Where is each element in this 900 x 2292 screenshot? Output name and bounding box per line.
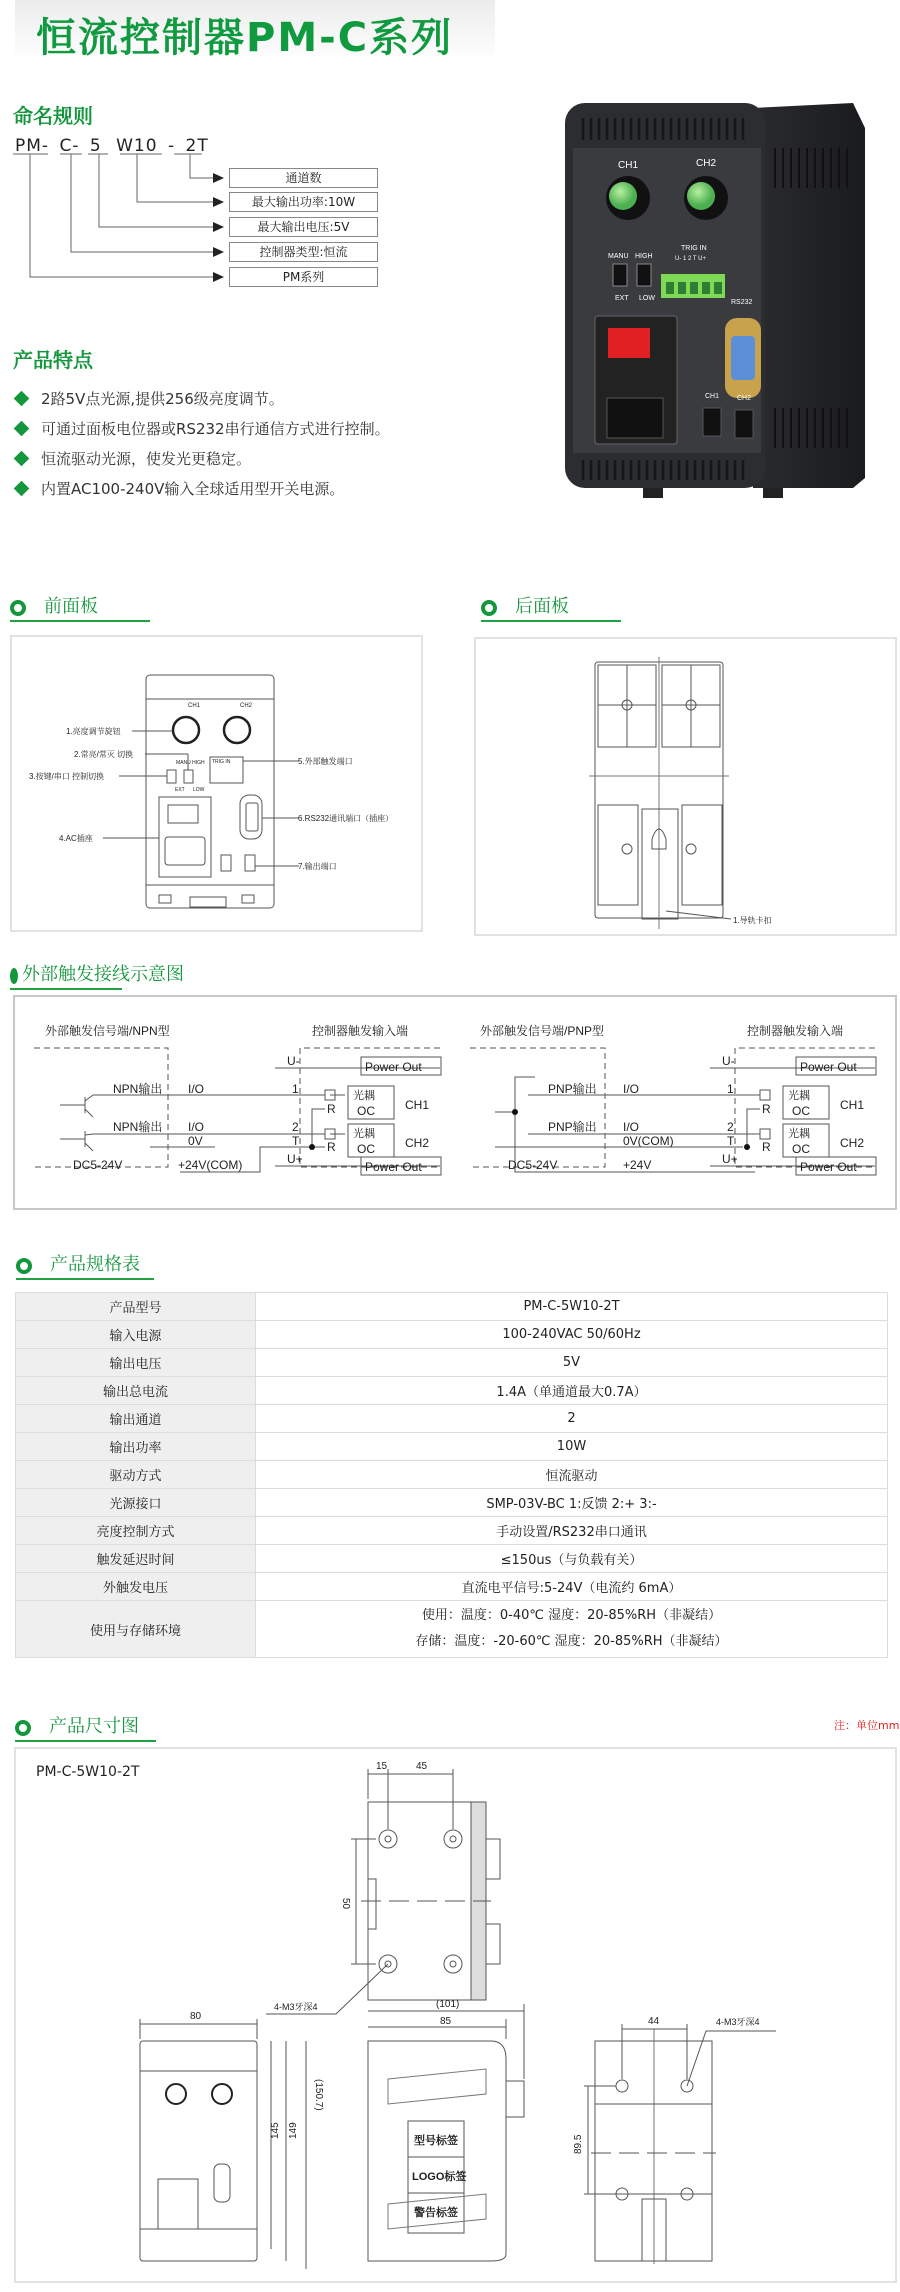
diamond-bullet-icon bbox=[14, 481, 30, 497]
unit-note: 注：单位mm bbox=[834, 1719, 900, 1732]
svg-text:145: 145 bbox=[270, 2122, 281, 2139]
svg-text:TRIG IN: TRIG IN bbox=[681, 245, 707, 252]
svg-text:OC: OC bbox=[792, 1142, 810, 1156]
svg-text:MANU: MANU bbox=[608, 253, 629, 260]
diamond-bullet-icon bbox=[14, 421, 30, 437]
front-view-drawing bbox=[140, 2019, 306, 2269]
table-row: 光源接口 SMP-03V-BC 1:反馈 2:+ 3:- bbox=[16, 1489, 888, 1517]
svg-text:EXT: EXT bbox=[175, 787, 185, 793]
dimensions-frame bbox=[14, 1747, 897, 2283]
svg-text:警告标签: 警告标签 bbox=[414, 2207, 458, 2219]
table-row: 驱动方式 恒流驱动 bbox=[16, 1461, 888, 1489]
front-panel-heading: 前面板 bbox=[10, 596, 150, 622]
svg-text:LOGO标签: LOGO标签 bbox=[412, 2171, 467, 2183]
svg-text:U- 1 2 T U+: U- 1 2 T U+ bbox=[675, 256, 706, 262]
svg-text:Power Out: Power Out bbox=[800, 1060, 857, 1074]
rear-panel-frame bbox=[474, 637, 897, 936]
callout-trigger-port: 5.外部触发端口 bbox=[298, 757, 353, 766]
code-part-voltage: 5 bbox=[89, 136, 102, 156]
table-row: 触发延迟时间 ≤150us（与负载有关） bbox=[16, 1545, 888, 1573]
svg-text:光耦: 光耦 bbox=[788, 1128, 810, 1140]
rule-channels: 通道数 bbox=[229, 168, 378, 188]
code-part-c: C- bbox=[59, 136, 80, 156]
table-row: 外触发电压 直流电平信号:5-24V（电流约 6mA） bbox=[16, 1573, 888, 1601]
table-row: 输出电压 5V bbox=[16, 1349, 888, 1377]
svg-text:2: 2 bbox=[727, 1120, 734, 1134]
svg-text:LOW: LOW bbox=[193, 787, 205, 793]
circle-bullet-icon bbox=[481, 600, 497, 616]
svg-text:2: 2 bbox=[292, 1120, 299, 1134]
table-row: 使用与存储环境 使用：温度：0-40℃ 湿度：20-85%RH（非凝结） 存储：温度：-20-60℃ 湿度：20-85%RH（非凝结） bbox=[16, 1601, 888, 1658]
wiring-diagram-frame bbox=[13, 995, 897, 1210]
svg-text:R: R bbox=[327, 1140, 336, 1154]
svg-text:+24V: +24V bbox=[623, 1158, 652, 1172]
svg-text:U+: U+ bbox=[722, 1152, 738, 1166]
rear-view-drawing bbox=[584, 2024, 776, 2264]
svg-text:控制器触发输入端: 控制器触发输入端 bbox=[747, 1024, 844, 1038]
diamond-bullet-icon bbox=[14, 451, 30, 467]
svg-text:0V: 0V bbox=[188, 1134, 203, 1148]
svg-text:U+: U+ bbox=[287, 1152, 303, 1166]
svg-text:MANU HIGH: MANU HIGH bbox=[176, 760, 205, 766]
svg-text:4-M3牙深4: 4-M3牙深4 bbox=[274, 2002, 318, 2012]
svg-text:外部触发信号端/NPN型: 外部触发信号端/NPN型 bbox=[45, 1024, 170, 1038]
svg-text:NPN输出: NPN输出 bbox=[113, 1120, 163, 1134]
svg-text:149: 149 bbox=[288, 2122, 299, 2139]
circle-bullet-icon bbox=[10, 968, 18, 984]
svg-text:I/O: I/O bbox=[188, 1082, 205, 1096]
svg-text:NPN输出: NPN输出 bbox=[113, 1082, 163, 1096]
code-part-pm: PM- bbox=[15, 136, 50, 156]
svg-text:50: 50 bbox=[340, 1898, 351, 1910]
svg-text:光耦: 光耦 bbox=[353, 1090, 375, 1102]
callout-ac-socket: 4.AC插座 bbox=[59, 834, 93, 843]
rear-panel-drawing bbox=[476, 639, 895, 934]
svg-text:R: R bbox=[327, 1102, 336, 1116]
svg-text:光耦: 光耦 bbox=[353, 1128, 375, 1140]
svg-text:I/O: I/O bbox=[623, 1120, 640, 1134]
code-part-dash: - bbox=[167, 136, 176, 156]
dimensions-heading: 产品尺寸图 bbox=[15, 1716, 156, 1742]
svg-text:44: 44 bbox=[648, 2016, 660, 2027]
feature-item: 2路5V点光源,提供256级亮度调节。 bbox=[12, 388, 284, 409]
svg-text:U-: U- bbox=[722, 1054, 735, 1068]
svg-text:I/O: I/O bbox=[188, 1120, 205, 1134]
rule-max-power: 最大输出功率:10W bbox=[229, 192, 378, 212]
svg-text:DC5-24V: DC5-24V bbox=[73, 1158, 123, 1172]
svg-text:CH2: CH2 bbox=[405, 1136, 430, 1150]
svg-text:1: 1 bbox=[727, 1082, 734, 1096]
svg-text:1: 1 bbox=[292, 1082, 299, 1096]
svg-text:4-M3牙深4: 4-M3牙深4 bbox=[716, 2017, 760, 2027]
svg-text:OC: OC bbox=[357, 1142, 375, 1156]
svg-text:0V(COM): 0V(COM) bbox=[623, 1134, 674, 1148]
svg-text:80: 80 bbox=[190, 2011, 202, 2022]
svg-text:CH2: CH2 bbox=[240, 703, 253, 709]
callout-brightness-knob: 1.亮度调节旋钮 bbox=[66, 727, 121, 736]
svg-text:TRIG IN: TRIG IN bbox=[212, 759, 231, 765]
svg-text:45: 45 bbox=[416, 1761, 428, 1772]
callout-rail-clip: 1.导轨卡扣 bbox=[733, 916, 772, 925]
naming-connector-lines bbox=[0, 150, 240, 300]
front-panel-drawing bbox=[12, 637, 421, 930]
svg-text:CH1: CH1 bbox=[705, 393, 720, 400]
wiring-heading: 外部触发接线示意图 bbox=[10, 964, 122, 990]
feature-item: 可通过面板电位器或RS232串行通信方式进行控制。 bbox=[12, 418, 390, 439]
circle-bullet-icon bbox=[15, 1720, 31, 1736]
svg-text:CH1: CH1 bbox=[405, 1098, 430, 1112]
svg-text:CH1: CH1 bbox=[840, 1098, 865, 1112]
table-row: 亮度控制方式 手动设置/RS232串口通讯 bbox=[16, 1517, 888, 1545]
svg-text:85: 85 bbox=[440, 2016, 452, 2027]
svg-text:U-: U- bbox=[287, 1054, 300, 1068]
svg-text:15: 15 bbox=[376, 1761, 388, 1772]
code-part-power: W10 bbox=[116, 136, 158, 156]
svg-text:T: T bbox=[292, 1134, 300, 1148]
svg-text:RS232: RS232 bbox=[731, 299, 753, 306]
table-row: 输出通道 2 bbox=[16, 1405, 888, 1433]
svg-text:T: T bbox=[727, 1134, 735, 1148]
circle-bullet-icon bbox=[16, 1258, 32, 1274]
table-row: 输入电源 100-240VAC 50/60Hz bbox=[16, 1321, 888, 1349]
svg-text:CH2: CH2 bbox=[840, 1136, 865, 1150]
svg-text:PNP输出: PNP输出 bbox=[548, 1120, 597, 1134]
rule-series: PM系列 bbox=[229, 267, 378, 287]
callout-high-low-switch: 2.常亮/常灭 切换 bbox=[74, 750, 134, 759]
svg-text:(101): (101) bbox=[436, 1999, 460, 2010]
callout-rs232-port: 6.RS232通讯端口（插座） bbox=[298, 814, 394, 823]
svg-text:DC5-24V: DC5-24V bbox=[508, 1158, 558, 1172]
svg-text:外部触发信号端/PNP型: 外部触发信号端/PNP型 bbox=[480, 1024, 605, 1038]
table-row: 输出总电流 1.4A（单通道最大0.7A） bbox=[16, 1377, 888, 1405]
svg-text:Power Out: Power Out bbox=[365, 1060, 422, 1074]
front-panel-frame bbox=[10, 635, 423, 932]
svg-text:LOW: LOW bbox=[639, 295, 655, 302]
spec-table-heading: 产品规格表 bbox=[16, 1254, 154, 1280]
naming-heading: 命名规则 bbox=[13, 104, 93, 128]
callout-output-port: 7.输出端口 bbox=[298, 862, 337, 871]
callout-control-switch: 3.按键/串口 控制切换 bbox=[29, 772, 105, 781]
rear-panel-heading: 后面板 bbox=[481, 596, 621, 622]
svg-text:Power Out: Power Out bbox=[365, 1160, 422, 1174]
svg-text:+24V(COM): +24V(COM) bbox=[178, 1158, 243, 1172]
svg-text:型号标签: 型号标签 bbox=[414, 2135, 458, 2147]
features-heading: 产品特点 bbox=[13, 348, 93, 372]
dimension-drawings bbox=[16, 1749, 895, 2281]
svg-text:EXT: EXT bbox=[615, 295, 629, 302]
feature-item: 恒流驱动光源，使发光更稳定。 bbox=[12, 448, 251, 469]
svg-text:(150.7): (150.7) bbox=[313, 2079, 324, 2111]
table-row: 输出功率 10W bbox=[16, 1433, 888, 1461]
svg-text:PNP输出: PNP输出 bbox=[548, 1082, 597, 1096]
spec-table bbox=[15, 1292, 888, 1658]
env-use: 使用：温度：0-40℃ 湿度：20-85%RH（非凝结） bbox=[421, 1608, 722, 1623]
circle-bullet-icon bbox=[10, 600, 26, 616]
code-part-channels: 2T bbox=[185, 136, 209, 156]
rule-controller-type: 控制器类型:恒流 bbox=[229, 242, 378, 262]
svg-text:OC: OC bbox=[357, 1104, 375, 1118]
dimension-model-label: PM-C-5W10-2T bbox=[36, 1764, 140, 1780]
svg-text:R: R bbox=[762, 1102, 771, 1116]
svg-text:CH2: CH2 bbox=[737, 395, 752, 402]
svg-text:HIGH: HIGH bbox=[635, 253, 653, 260]
diamond-bullet-icon bbox=[14, 391, 30, 407]
wiring-diagram bbox=[15, 997, 895, 1208]
svg-text:Power Out: Power Out bbox=[800, 1160, 857, 1174]
svg-text:OC: OC bbox=[792, 1104, 810, 1118]
svg-text:CH1: CH1 bbox=[188, 703, 201, 709]
table-row: 产品型号 PM-C-5W10-2T bbox=[16, 1293, 888, 1321]
svg-text:光耦: 光耦 bbox=[788, 1090, 810, 1102]
svg-text:CH1: CH1 bbox=[618, 160, 639, 171]
controller-product-photo bbox=[553, 78, 883, 498]
svg-text:CH2: CH2 bbox=[696, 158, 717, 169]
rule-max-voltage: 最大输出电压:5V bbox=[229, 217, 378, 237]
svg-text:控制器触发输入端: 控制器触发输入端 bbox=[312, 1024, 409, 1038]
svg-text:R: R bbox=[762, 1140, 771, 1154]
side-view-drawing bbox=[368, 2004, 524, 2261]
svg-text:89.5: 89.5 bbox=[573, 2134, 584, 2154]
top-view-drawing bbox=[266, 1769, 500, 2014]
env-storage: 存储：温度：-20-60℃ 湿度：20-85%RH（非凝结） bbox=[415, 1634, 728, 1649]
page-title: 恒流控制器PM-C系列 bbox=[36, 15, 454, 61]
svg-text:I/O: I/O bbox=[623, 1082, 640, 1096]
feature-item: 内置AC100-240V输入全球适用型开关电源。 bbox=[12, 478, 344, 499]
